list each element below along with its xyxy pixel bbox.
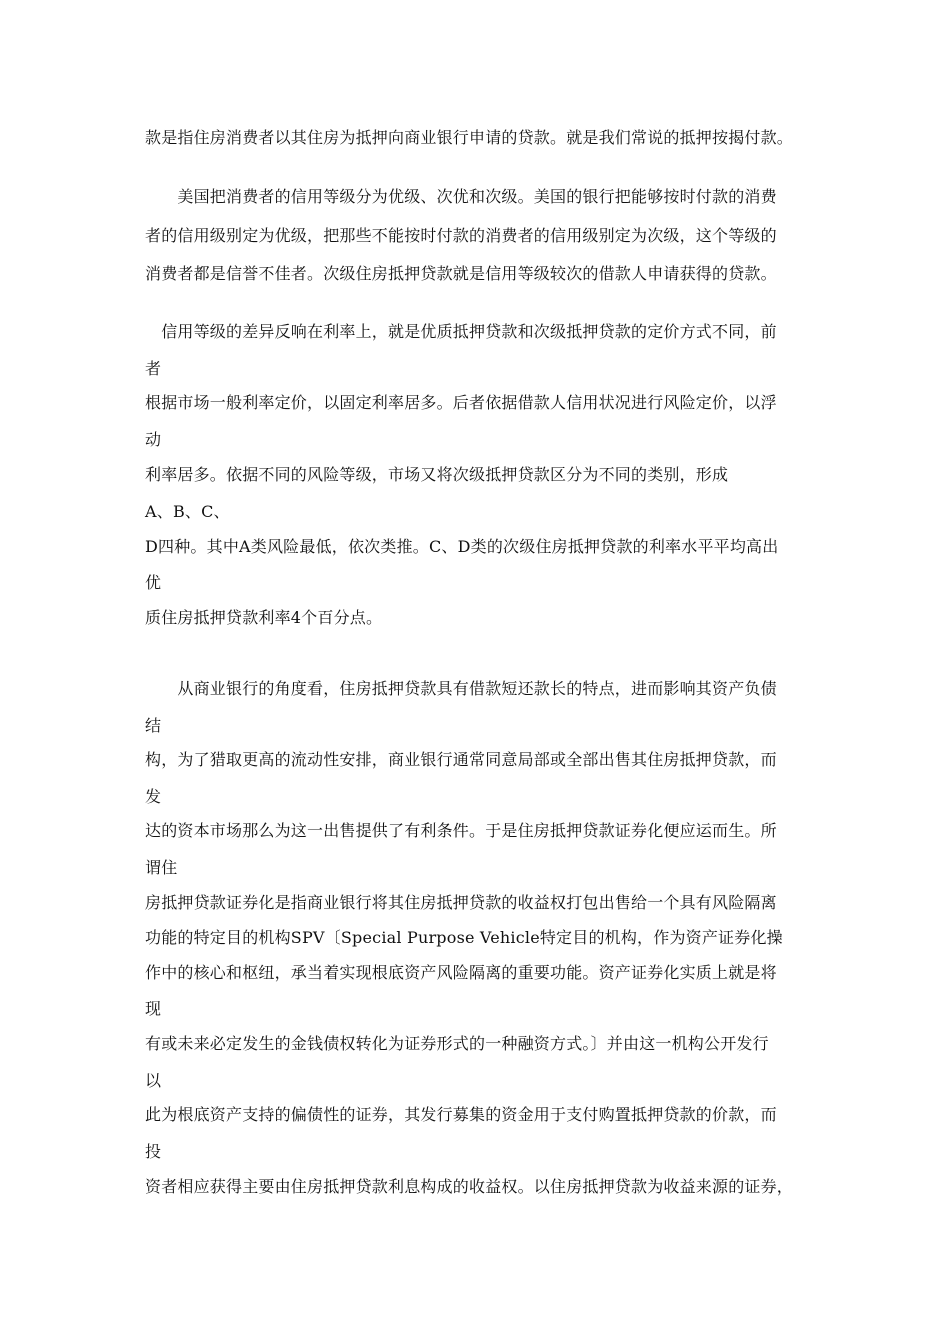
text-line: 谓住 [145,858,178,877]
text-line: 根据市场一般利率定价，以固定利率居多。后者依据借款人信用状况进行风险定价，以浮 [145,393,777,412]
text-line: 达的资本市场那么为这一出售提供了有利条件。于是住房抵押贷款证券化便应运而生。所 [145,821,777,840]
text-line: 美国把消费者的信用等级分为优级、次优和次级。美国的银行把能够按时付款的消费 [145,187,777,206]
text-line: 者的信用级别定为优级，把那些不能按时付款的消费者的信用级别定为次级，这个等级的 [145,226,777,245]
text-line: 现 [145,999,162,1018]
text-line: 有或未来必定发生的金钱债权转化为证券形式的一种融资方式。〕并由这一机构公开发行 [145,1034,769,1053]
text-line: 动 [145,430,162,449]
text-line: 功能的特定目的机构SPV〔Special Purpose Vehicle特定目的机构，作为资产证券化操 [145,928,783,947]
text-line: 以 [145,1071,162,1090]
text-line: 作中的核心和枢纽，承当着实现根底资产风险隔离的重要功能。资产证券化实质上就是将 [145,963,777,982]
text-line: 房抵押贷款证券化是指商业银行将其住房抵押贷款的收益权打包出售给一个具有风险隔离 [145,893,777,912]
text-line: 利率居多。依据不同的风险等级，市场又将次级抵押贷款区分为不同的类别，形成 [145,465,729,484]
text-line: 者 [145,359,162,378]
text-line: 款是指住房消费者以其住房为抵押向商业银行申请的贷款。就是我们常说的抵押按揭付款。 [145,128,794,147]
text-line: 质住房抵押贷款利率4个百分点。 [145,608,383,627]
text-line: D四种。其中A类风险最低，依次类推。C、D类的次级住房抵押贷款的利率水平平均高出 [145,537,779,556]
text-line: 构，为了猎取更高的流动性安排，商业银行通常同意局部或全部出售其住房抵押贷款，而 [145,750,777,769]
text-line: A、B、C、 [145,502,230,521]
text-line: 优 [145,573,162,592]
text-line: 消费者都是信誉不佳者。次级住房抵押贷款就是信用等级较次的借款人申请获得的贷款。 [145,264,777,283]
text-line: 投 [145,1142,162,1161]
text-line: 结 [145,716,162,735]
text-line: 从商业银行的角度看，住房抵押贷款具有借款短还款长的特点，进而影响其资产负债 [145,679,777,698]
text-line: 信用等级的差异反响在利率上，就是优质抵押贷款和次级抵押贷款的定价方式不同，前 [145,322,777,341]
text-line: 此为根底资产支持的偏债性的证券，其发行募集的资金用于支付购置抵押贷款的价款，而 [145,1105,777,1124]
text-line: 资者相应获得主要由住房抵押贷款利息构成的收益权。以住房抵押贷款为收益来源的证券， [145,1177,794,1196]
text-line: 发 [145,787,162,806]
